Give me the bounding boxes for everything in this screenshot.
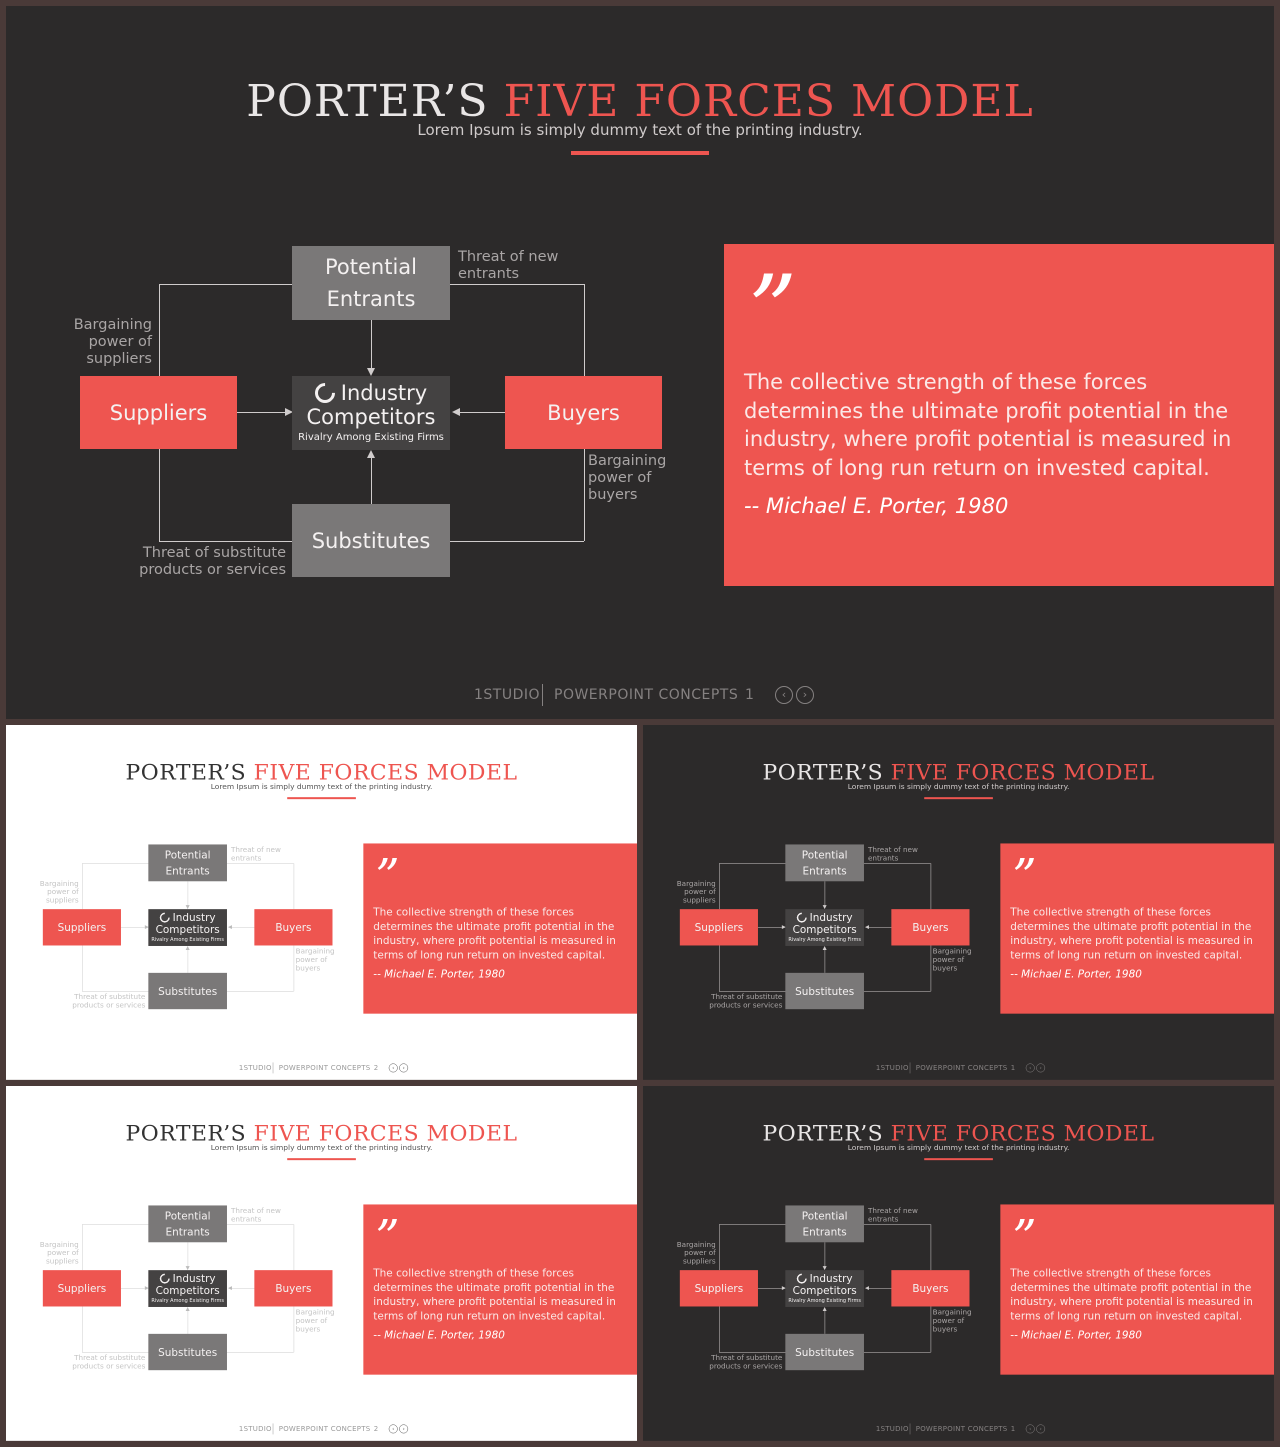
- potential-entrants-box: [292, 246, 450, 320]
- footer-studio: 1STUDIO: [875, 1063, 909, 1072]
- buyers-label: Buyers: [547, 400, 620, 425]
- center-heading: [160, 912, 216, 924]
- suppliers-label: Suppliers: [694, 1282, 744, 1295]
- label-line: power of: [932, 955, 965, 964]
- label-line: Bargaining: [588, 453, 667, 469]
- title-part1: PORTER’S: [246, 76, 489, 127]
- title-part2: FIVE FORCES MODEL: [890, 1120, 1155, 1147]
- potential-entrants-line2: Entrants: [802, 1225, 847, 1238]
- next-slide-icon[interactable]: ›: [399, 1063, 408, 1072]
- connector-line: [449, 541, 584, 542]
- center-heading: [797, 1273, 853, 1285]
- quote-author: -- Michael E. Porter, 1980: [744, 494, 1009, 518]
- arrow-line: [371, 320, 372, 370]
- slide-1[interactable]: [6, 6, 1274, 719]
- title-part1: PORTER’S: [125, 759, 247, 786]
- footer-concepts: POWERPOINT CONCEPTS: [278, 1063, 371, 1072]
- suppliers-label: Suppliers: [694, 921, 744, 934]
- label-substitutes: [703, 1354, 783, 1371]
- slide-3[interactable]: [643, 725, 1274, 1080]
- quote-box: [363, 1204, 637, 1374]
- label-line: power of: [588, 470, 652, 486]
- footer-studio: 1STUDIO: [238, 1063, 272, 1072]
- substitutes-label: Substitutes: [795, 1346, 855, 1358]
- quote-author: -- Michael E. Porter, 1980: [373, 967, 505, 980]
- label-line: Bargaining: [295, 1308, 335, 1317]
- slide-subtitle: Lorem Ipsum is simply dummy text of the printing industry.: [210, 782, 433, 792]
- suppliers-box: [80, 376, 237, 449]
- label-line: buyers: [932, 964, 958, 973]
- label-line: products or services: [709, 1362, 783, 1371]
- label-line: power of: [932, 1316, 965, 1325]
- label-line: buyers: [295, 964, 321, 973]
- label-line: power of: [684, 1249, 716, 1258]
- label-suppliers: [37, 880, 79, 905]
- substitutes-box: [148, 973, 227, 1009]
- center-subtext: Rivalry Among Existing Firms: [788, 1298, 861, 1304]
- label-line: power of: [684, 888, 716, 897]
- substitutes-box: [292, 504, 450, 577]
- footer-concepts: POWERPOINT CONCEPTS: [915, 1424, 1008, 1433]
- quote-box: [1000, 843, 1274, 1013]
- label-substitutes: [703, 993, 783, 1010]
- label-line: products or services: [139, 562, 286, 578]
- label-suppliers: [674, 1241, 716, 1266]
- buyers-box: [254, 909, 332, 945]
- arrow-up-icon: [823, 1307, 827, 1311]
- suppliers-box: [680, 1270, 758, 1306]
- page-number: 2: [373, 1063, 379, 1072]
- title-underline: [924, 1158, 993, 1160]
- label-new-entrants: [231, 1207, 281, 1224]
- connector-line: [159, 284, 160, 376]
- arrow-up-icon: [823, 946, 827, 950]
- label-line: Threat of new: [867, 845, 918, 854]
- prev-slide-icon[interactable]: ‹: [1026, 1424, 1035, 1433]
- label-line: Threat of substitute: [711, 1354, 783, 1363]
- center-line1: Industry: [809, 911, 853, 924]
- quote-text: The collective strength of these forces determines the ultimate profit potential in the industry, where profit potential is measured in terms of long run return on invested capital.: [373, 1267, 616, 1322]
- quote-mark-icon: ”: [375, 1209, 400, 1266]
- buyers-label: Buyers: [912, 921, 949, 934]
- center-line2: Competitors: [306, 405, 436, 429]
- center-line1: Industry: [809, 1272, 853, 1285]
- label-buyers: [933, 947, 972, 972]
- suppliers-label: Suppliers: [57, 921, 107, 934]
- label-line: Threat of new: [230, 1206, 281, 1215]
- potential-entrants-line1: Potential: [325, 255, 417, 279]
- arrow-up-icon: [186, 946, 190, 950]
- slide-footer: [6, 1422, 637, 1436]
- title-part1: PORTER’S: [762, 759, 884, 786]
- title-underline: [287, 1158, 356, 1160]
- label-line: suppliers: [45, 896, 79, 905]
- potential-entrants-line1: Potential: [164, 848, 211, 861]
- label-line: Threat of new: [867, 1206, 918, 1215]
- potential-entrants-box: [148, 1205, 227, 1242]
- quote-mark-icon: ”: [375, 848, 400, 905]
- buyers-box: [254, 1270, 332, 1306]
- arrow-left-icon: [228, 1286, 232, 1290]
- quote-box: [724, 244, 1274, 586]
- arrow-left-icon: [865, 1286, 869, 1290]
- quote-author: -- Michael E. Porter, 1980: [373, 1328, 505, 1341]
- potential-entrants-line2: Entrants: [165, 1225, 210, 1238]
- refresh-ring-icon: [795, 911, 809, 925]
- footer-studio: 1STUDIO: [474, 687, 541, 703]
- label-substitutes: [66, 1354, 146, 1371]
- label-line: Bargaining: [39, 1240, 79, 1249]
- center-line2: Competitors: [792, 1284, 857, 1297]
- page-number: 1: [1010, 1063, 1016, 1072]
- quote-box: [363, 843, 637, 1013]
- potential-entrants-line1: Potential: [801, 848, 848, 861]
- label-line: Bargaining: [676, 1240, 716, 1249]
- label-substitutes: [66, 993, 146, 1010]
- label-line: entrants: [230, 854, 262, 863]
- substitutes-box: [785, 973, 864, 1009]
- suppliers-label: Suppliers: [57, 1282, 107, 1295]
- potential-entrants-box: [148, 844, 227, 881]
- label-line: products or services: [72, 1362, 146, 1371]
- label-line: Bargaining: [932, 947, 972, 956]
- slide-subtitle: Lorem Ipsum is simply dummy text of the printing industry.: [417, 121, 863, 139]
- label-line: Threat of substitute: [142, 545, 286, 561]
- label-line: entrants: [867, 854, 899, 863]
- footer-studio: 1STUDIO: [875, 1424, 909, 1433]
- label-line: power of: [88, 334, 152, 350]
- arrow-line: [460, 412, 506, 413]
- quote-text: The collective strength of these forces determines the ultimate profit potential in the industry, where profit potential is measured in terms of long run return on invested capital.: [1010, 906, 1253, 961]
- substitutes-label: Substitutes: [158, 985, 218, 997]
- label-suppliers: [68, 317, 152, 368]
- connector-line: [159, 449, 160, 541]
- slide-2[interactable]: [6, 725, 637, 1080]
- prev-slide-icon[interactable]: ‹: [389, 1424, 398, 1433]
- potential-entrants-box: [785, 844, 864, 881]
- label-line: suppliers: [682, 1257, 716, 1266]
- slide-subtitle: Lorem Ipsum is simply dummy text of the printing industry.: [210, 1143, 433, 1153]
- connector-line: [449, 284, 584, 285]
- refresh-ring-icon: [158, 1272, 172, 1286]
- label-line: Threat of substitute: [711, 993, 783, 1002]
- footer-concepts: POWERPOINT CONCEPTS: [915, 1063, 1008, 1072]
- arrow-line: [371, 458, 372, 504]
- arrow-left-icon: [228, 925, 232, 929]
- title-part2: FIVE FORCES MODEL: [890, 759, 1155, 786]
- buyers-box: [505, 376, 662, 449]
- label-suppliers: [674, 880, 716, 905]
- next-slide-icon[interactable]: ›: [796, 686, 814, 704]
- quote-text: The collective strength of these forces determines the ultimate profit potential in the industry, where profit potential is measured in terms of long run return on invested capital.: [1010, 1267, 1253, 1322]
- quote-text: The collective strength of these forces determines the ultimate profit potential in the industry, where profit potential is measured in terms of long run return on invested capital.: [744, 370, 1232, 480]
- potential-entrants-line2: Entrants: [802, 864, 847, 877]
- label-suppliers: [37, 1241, 79, 1266]
- quote-mark-icon: ”: [748, 255, 798, 367]
- suppliers-box: [43, 909, 121, 945]
- substitutes-box: [785, 1334, 864, 1370]
- title-part2: FIVE FORCES MODEL: [253, 1120, 518, 1147]
- quote-mark-icon: ”: [1012, 1209, 1037, 1266]
- industry-competitors-box: [785, 909, 864, 946]
- label-substitutes: [126, 545, 286, 579]
- buyers-box: [891, 1270, 969, 1306]
- refresh-ring-icon: [311, 379, 339, 407]
- title-underline: [571, 151, 709, 155]
- quote-box: [1000, 1204, 1274, 1374]
- center-subtext: Rivalry Among Existing Firms: [298, 432, 444, 443]
- slide-subtitle: Lorem Ipsum is simply dummy text of the printing industry.: [847, 782, 1070, 792]
- center-line2: Competitors: [155, 1284, 220, 1297]
- title-part1: PORTER’S: [762, 1120, 884, 1147]
- label-line: Threat of new: [230, 845, 281, 854]
- center-line2: Competitors: [155, 923, 220, 936]
- title-part1: PORTER’S: [125, 1120, 247, 1147]
- connector-line: [159, 284, 293, 285]
- arrow-up-icon: [367, 450, 375, 458]
- label-new-entrants: [868, 846, 918, 863]
- next-slide-icon[interactable]: ›: [1036, 1063, 1045, 1072]
- label-buyers: [296, 1308, 335, 1333]
- slide-footer: [6, 1061, 637, 1075]
- quote-text: The collective strength of these forces determines the ultimate profit potential in the industry, where profit potential is measured in terms of long run return on invested capital.: [373, 906, 616, 961]
- center-subtext: Rivalry Among Existing Firms: [788, 937, 861, 943]
- slide-subtitle: Lorem Ipsum is simply dummy text of the printing industry.: [847, 1143, 1070, 1153]
- label-line: buyers: [295, 1325, 321, 1334]
- title-part2: FIVE FORCES MODEL: [503, 76, 1034, 127]
- connector-line: [584, 449, 585, 541]
- center-heading: [160, 1273, 216, 1285]
- quote-author: -- Michael E. Porter, 1980: [1010, 1328, 1142, 1341]
- industry-competitors-box: [148, 909, 227, 946]
- label-line: Bargaining: [295, 947, 335, 956]
- potential-entrants-line1: Potential: [164, 1209, 211, 1222]
- label-line: power of: [47, 888, 79, 897]
- label-line: power of: [295, 1316, 328, 1325]
- label-line: suppliers: [682, 896, 716, 905]
- footer-divider: [542, 684, 543, 706]
- label-line: entrants: [230, 1215, 262, 1224]
- suppliers-box: [680, 909, 758, 945]
- title-underline: [924, 797, 993, 799]
- label-new-entrants: [868, 1207, 918, 1224]
- label-line: Threat of substitute: [74, 1354, 146, 1363]
- label-buyers: [296, 947, 335, 972]
- slide-5[interactable]: [643, 1086, 1274, 1441]
- suppliers-box: [43, 1270, 121, 1306]
- footer-concepts: POWERPOINT CONCEPTS: [554, 687, 739, 703]
- arrow-up-icon: [186, 1307, 190, 1311]
- label-new-entrants: [458, 249, 558, 283]
- connector-line: [584, 284, 585, 376]
- footer-concepts: POWERPOINT CONCEPTS: [278, 1424, 371, 1433]
- label-line: entrants: [867, 1215, 899, 1224]
- label-line: products or services: [72, 1001, 146, 1010]
- label-buyers: [933, 1308, 972, 1333]
- label-line: buyers: [932, 1325, 958, 1334]
- label-line: Bargaining: [73, 317, 152, 333]
- label-line: Bargaining: [676, 879, 716, 888]
- prev-slide-icon[interactable]: ‹: [389, 1063, 398, 1072]
- center-line2: Competitors: [792, 923, 857, 936]
- label-line: power of: [295, 955, 328, 964]
- substitutes-label: Substitutes: [795, 985, 855, 997]
- potential-entrants-box: [785, 1205, 864, 1242]
- quote-mark-icon: ”: [1012, 848, 1037, 905]
- center-heading: [315, 381, 427, 405]
- center-subtext: Rivalry Among Existing Firms: [151, 937, 224, 943]
- label-line: Bargaining: [39, 879, 79, 888]
- slide-footer: [6, 682, 1274, 710]
- page-number: 1: [745, 687, 754, 703]
- label-line: products or services: [709, 1001, 783, 1010]
- label-line: suppliers: [45, 1257, 79, 1266]
- next-slide-icon[interactable]: ›: [1036, 1424, 1045, 1433]
- label-line: buyers: [588, 487, 638, 503]
- arrow-line: [237, 412, 285, 413]
- label-line: Threat of new: [458, 249, 559, 265]
- title-underline: [287, 797, 356, 799]
- prev-slide-icon[interactable]: ‹: [1026, 1063, 1035, 1072]
- potential-entrants-line1: Potential: [801, 1209, 848, 1222]
- next-slide-icon[interactable]: ›: [399, 1424, 408, 1433]
- industry-competitors-box: [292, 376, 450, 450]
- page-number: 1: [1010, 1424, 1016, 1433]
- label-buyers: [588, 453, 666, 504]
- quote-author: -- Michael E. Porter, 1980: [1010, 967, 1142, 980]
- slide-footer: [643, 1061, 1274, 1075]
- title-part2: FIVE FORCES MODEL: [253, 759, 518, 786]
- label-line: suppliers: [86, 351, 152, 367]
- buyers-box: [891, 909, 969, 945]
- industry-competitors-box: [785, 1270, 864, 1307]
- buyers-label: Buyers: [912, 1282, 949, 1295]
- arrow-down-icon: [367, 368, 375, 376]
- buyers-label: Buyers: [275, 921, 312, 934]
- industry-competitors-box: [148, 1270, 227, 1307]
- footer-studio: 1STUDIO: [238, 1424, 272, 1433]
- slide-4[interactable]: [6, 1086, 637, 1441]
- connector-line: [159, 541, 293, 542]
- potential-entrants-line2: Entrants: [326, 287, 416, 311]
- label-line: entrants: [458, 266, 520, 282]
- center-line1: Industry: [172, 1272, 216, 1285]
- label-line: Bargaining: [932, 1308, 972, 1317]
- arrow-left-icon: [865, 925, 869, 929]
- refresh-ring-icon: [795, 1272, 809, 1286]
- refresh-ring-icon: [158, 911, 172, 925]
- slide-footer: [643, 1422, 1274, 1436]
- label-line: Threat of substitute: [74, 993, 146, 1002]
- substitutes-label: Substitutes: [311, 528, 431, 553]
- center-subtext: Rivalry Among Existing Firms: [151, 1298, 224, 1304]
- arrow-left-icon: [452, 408, 460, 416]
- buyers-label: Buyers: [275, 1282, 312, 1295]
- label-new-entrants: [231, 846, 281, 863]
- potential-entrants-line2: Entrants: [165, 864, 210, 877]
- label-line: power of: [47, 1249, 79, 1258]
- page-number: 2: [373, 1424, 379, 1433]
- center-heading: [797, 912, 853, 924]
- center-line1: Industry: [340, 381, 428, 405]
- substitutes-label: Substitutes: [158, 1346, 218, 1358]
- substitutes-box: [148, 1334, 227, 1370]
- prev-slide-icon[interactable]: ‹: [775, 686, 793, 704]
- center-line1: Industry: [172, 911, 216, 924]
- suppliers-label: Suppliers: [109, 400, 208, 425]
